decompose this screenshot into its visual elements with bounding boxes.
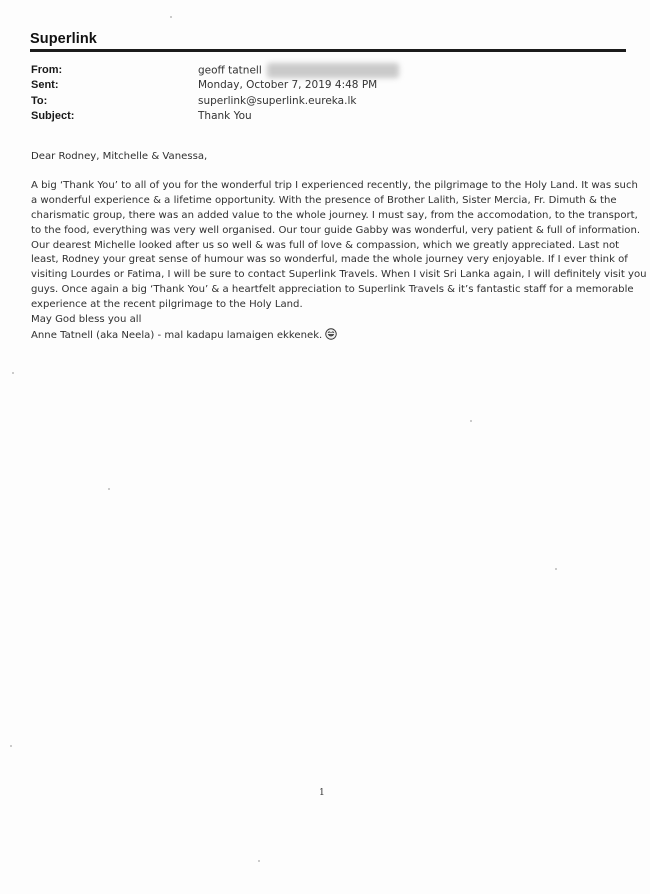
paragraph-line: Our dearest Michelle looked after us so well & was full of love & compassion, which we greatly appreciated. Last not: [31, 239, 620, 251]
email-header: [31, 63, 621, 124]
page-number: 1: [319, 788, 325, 798]
subject-row: [31, 109, 621, 124]
to-label: To:: [31, 94, 48, 107]
paragraph-line: A big ‘Thank You’ to all of you for the wonderful trip I experienced recently, the pilgrimage to the Holy Land. It was such: [31, 179, 638, 191]
scan-speck: [555, 568, 557, 570]
scan-speck: [170, 16, 172, 18]
paragraph-line: to the food, everything was very well organised. Our tour guide Gabby was wonderful, very patient & full of information.: [31, 224, 641, 236]
signature-line: [31, 328, 629, 344]
greeting: Dear Rodney, Mitchelle & Vanessa,: [31, 151, 208, 162]
scan-speck: [108, 488, 110, 490]
email-body: [31, 150, 647, 344]
scan-speck: [12, 372, 14, 374]
to-row: [31, 94, 621, 109]
signature-text: Anne Tatnell (aka Neela) - mal kadapu lamaigen ekkenek.: [31, 329, 323, 341]
from-email-redacted: [267, 63, 399, 78]
scan-speck: [10, 745, 12, 747]
from-name: geoff tatnell: [198, 64, 262, 77]
from-row: [31, 63, 621, 78]
paragraph-line: least, Rodney your great sense of humour was so wonderful, made the whole journey very enjoyable. If I ever think of: [31, 254, 628, 266]
scan-speck: [470, 420, 472, 422]
scan-speck: [258, 860, 260, 862]
paragraph-line: experience at the recent pilgrimage to the Holy Land.: [31, 299, 303, 311]
sent-label: Sent:: [31, 79, 59, 92]
body-paragraph: [31, 179, 647, 313]
paragraph-line: guys. Once again a big ‘Thank You’ & a heartfelt appreciation to Superlink Travels & it’s fantastic staff for a memorable: [31, 284, 634, 296]
organization-name: Superlink: [30, 31, 97, 47]
sent-row: [31, 78, 621, 93]
paragraph-line: visiting Lourdes or Fatima, I will be sure to contact Superlink Travels. When I visit Sri Lanka again, I will definitely visit you: [31, 269, 647, 281]
blessing-line: May God bless you all: [31, 314, 142, 326]
paragraph-line: a wonderful experience & a lifetime opportunity. With the presence of Brother Lalith, Sister Mercia, Fr. Dimuth & the: [31, 194, 617, 206]
subject-value: Thank You: [198, 109, 252, 122]
from-label: From:: [31, 64, 63, 76]
sent-value: Monday, October 7, 2019 4:48 PM: [198, 79, 378, 92]
from-value: [198, 63, 399, 78]
smiley-emoji-icon: [325, 328, 337, 340]
to-value: superlink@superlink.eureka.lk: [198, 94, 357, 107]
subject-label: Subject:: [31, 109, 75, 122]
header-rule: [30, 49, 626, 52]
paragraph-line: charismatic group, there was an added value to the whole journey. I must say, from the accomodation, to the transport,: [31, 209, 638, 221]
